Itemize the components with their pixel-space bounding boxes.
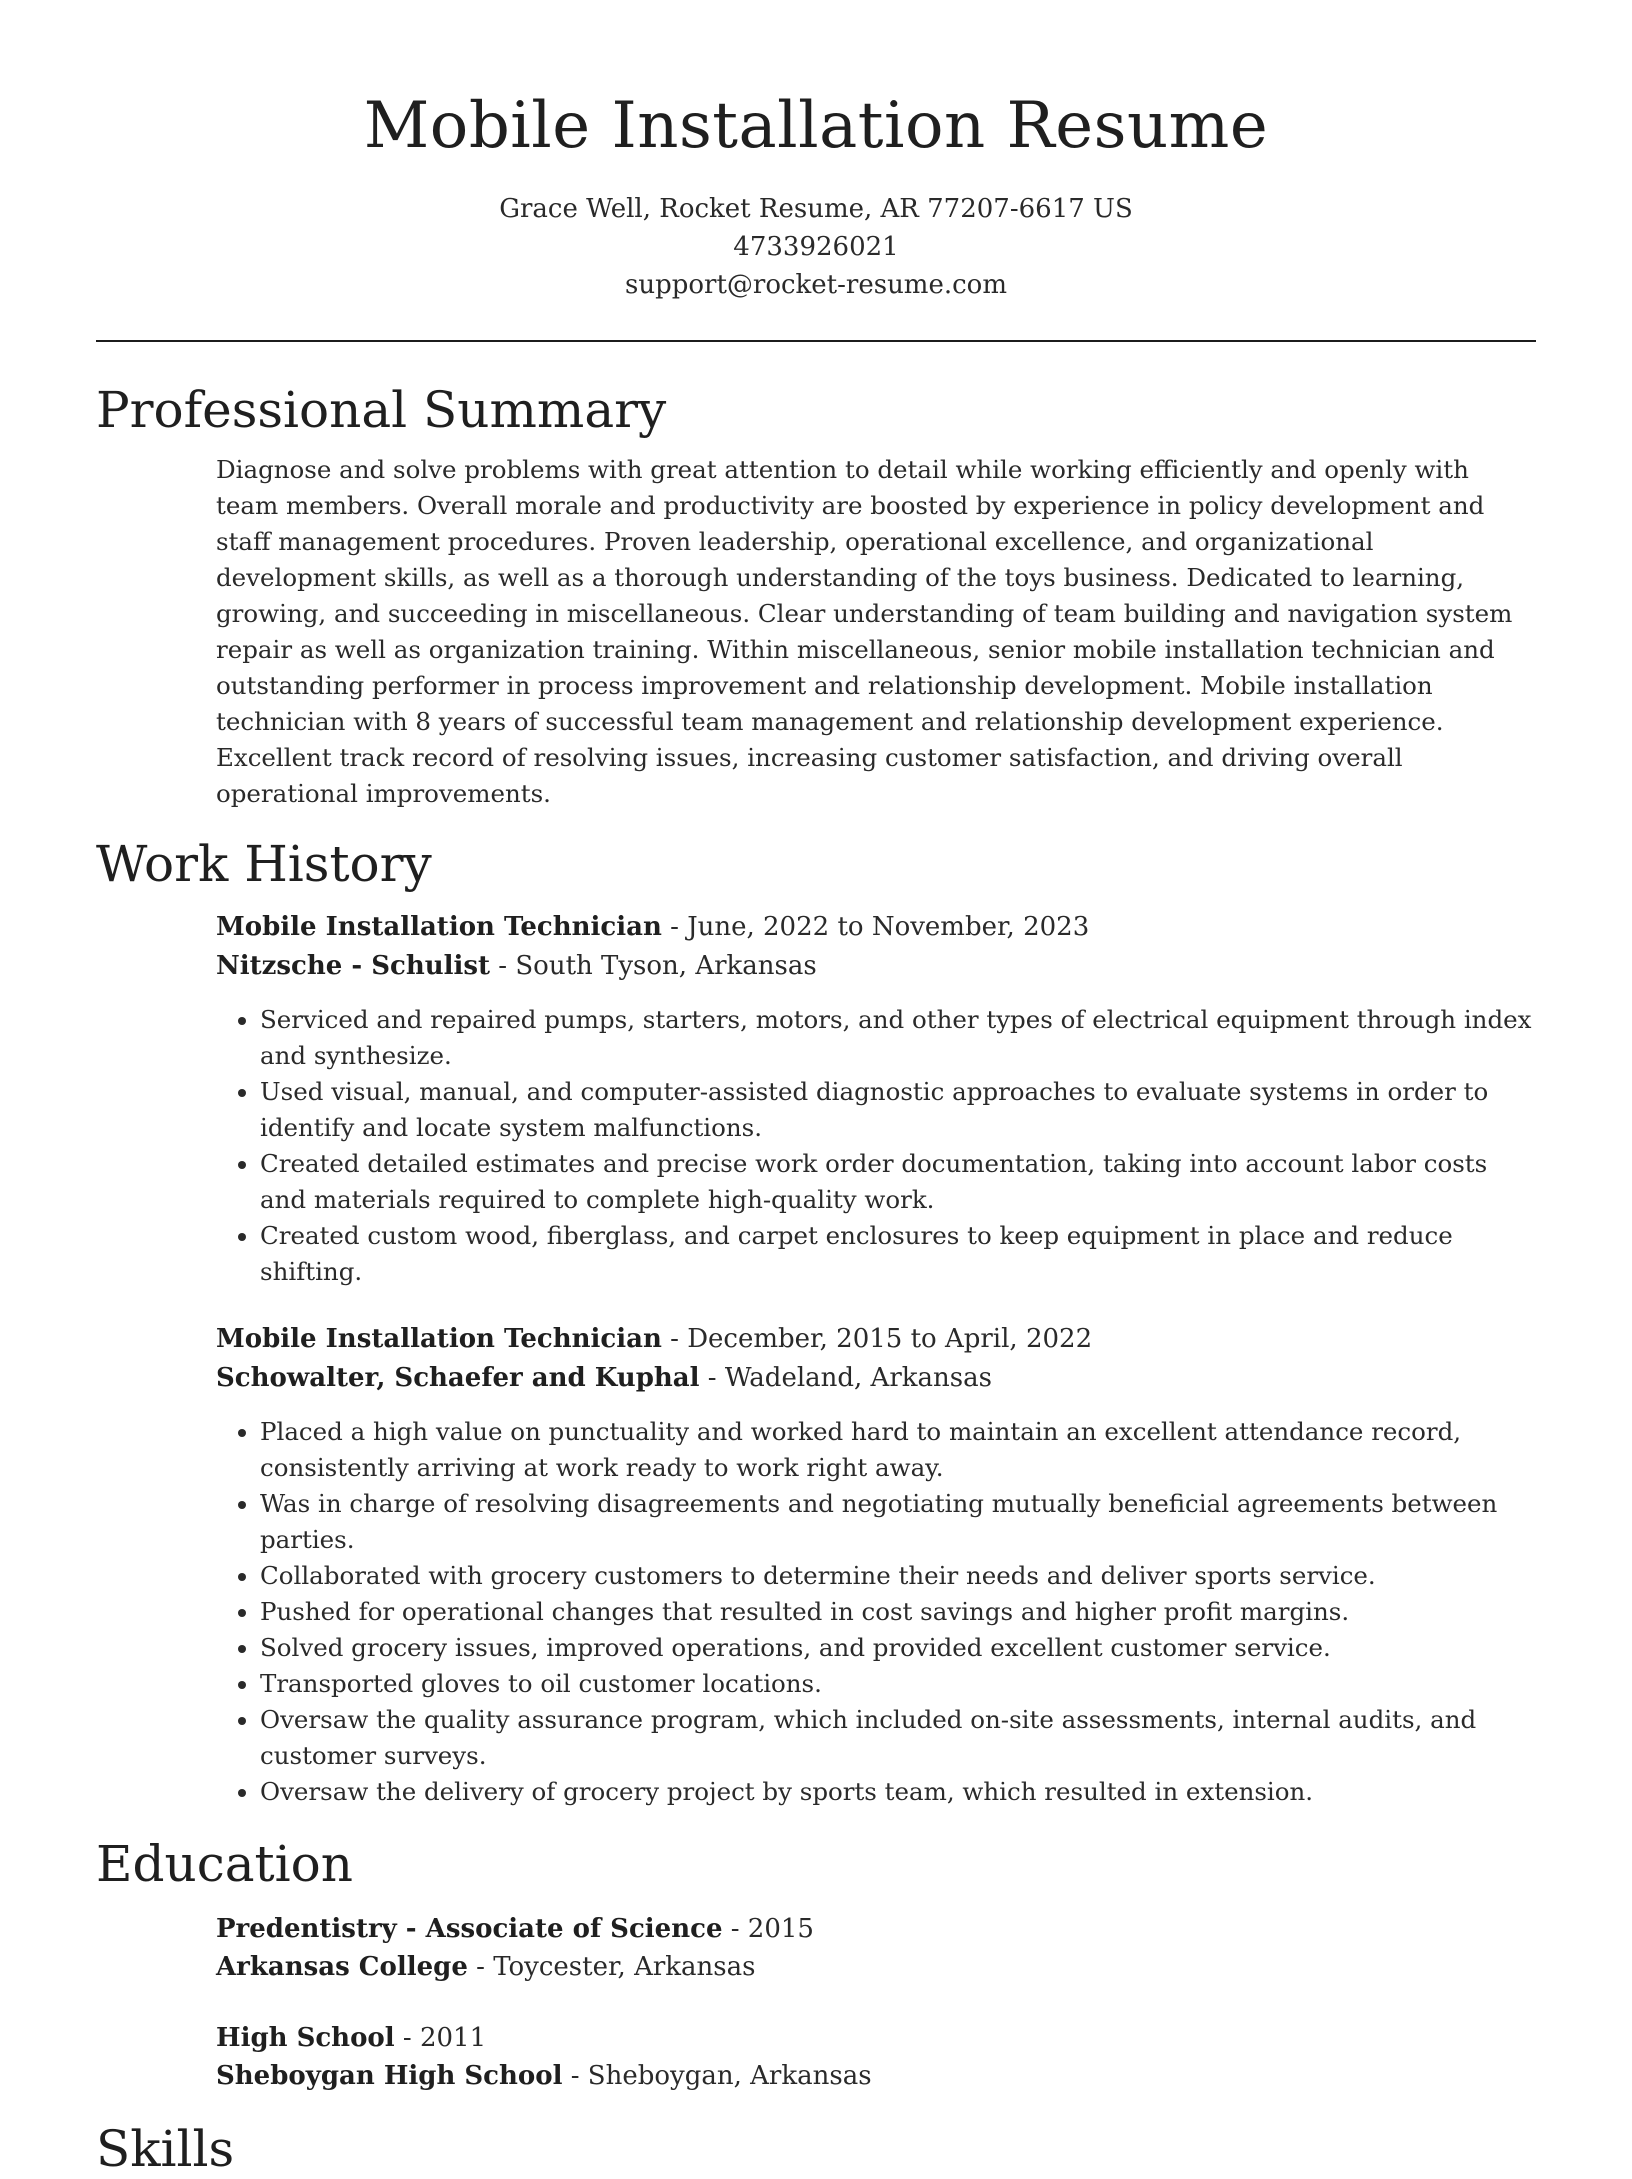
education-heading: Education (96, 1835, 353, 1893)
job-dates: - December, 2015 to April, 2022 (661, 1324, 1093, 1354)
job-location: - Wadeland, Arkansas (699, 1363, 992, 1393)
job-bullet: • Serviced and repaired pumps, starters, motors, and other types of electrical equipment through index and synthesize. (260, 1002, 1536, 1074)
job-dates: - June, 2022 to November, 2023 (661, 912, 1090, 942)
education-location: - Sheboygan, Arkansas (562, 2061, 872, 2091)
job-bullet-list (216, 1002, 1536, 1290)
education-location: - Toycester, Arkansas (467, 1952, 756, 1982)
education-entry (216, 2019, 1536, 2095)
education-school-line (216, 1948, 1536, 1986)
job-company: Schowalter, Schaefer and Kuphal (216, 1363, 700, 1393)
education-school: Arkansas College (216, 1952, 468, 1982)
job-title-line (216, 908, 1536, 947)
resume-page (96, 0, 1536, 2179)
job-bullet: • Placed a high value on punctuality and worked hard to maintain an excellent attendance record, consistently arriving at work ready to work right away. (260, 1414, 1536, 1486)
job-entry (216, 908, 1536, 1290)
summary-text: Diagnose and solve problems with great attention to detail while working efficiently and openly with team members. Overall morale and productivity are boosted by experience in policy development and staff management procedures. Proven leadership, operational excellence, and organizational development skills, as well as a thorough understanding of the toys business. Dedicated to learning, growing, and succeeding in miscellaneous. Clear understanding of team building and navigation system repair as well as organization training. Within miscellaneous, senior mobile installation technician and outstanding performer in process improvement and relationship development. Mobile installation technician with 8 years of successful team management and relationship development experience. Excellent track record of resolving issues, increasing customer satisfaction, and driving overall operational improvements. (216, 455, 1513, 808)
job-bullet: • Collaborated with grocery customers to determine their needs and deliver sports service. (260, 1558, 1536, 1594)
education-entry (216, 1910, 1536, 1986)
job-company-line (216, 1359, 1536, 1398)
education-school: Sheboygan High School (216, 2061, 563, 2091)
job-bullet: • Transported gloves to oil customer locations. (260, 1666, 1536, 1702)
job-location: - South Tyson, Arkansas (490, 951, 817, 981)
education-year: - 2015 (722, 1914, 814, 1944)
job-title: Mobile Installation Technician (216, 1324, 662, 1354)
education-degree-line (216, 1910, 1536, 1948)
contact-block (96, 190, 1536, 304)
skills-heading: Skills (96, 2120, 235, 2178)
education-degree-line (216, 2019, 1536, 2057)
job-bullet: • Was in charge of resolving disagreements and negotiating mutually beneficial agreements between parties. (260, 1486, 1536, 1558)
job-title-line (216, 1320, 1536, 1359)
job-title: Mobile Installation Technician (216, 912, 662, 942)
contact-email: support@rocket-resume.com (624, 270, 1007, 300)
education-degree: Predentistry - Associate of Science (216, 1914, 723, 1944)
job-company-line (216, 947, 1536, 986)
job-bullet-list (216, 1414, 1536, 1810)
job-bullet: • Oversaw the delivery of grocery project by sports team, which resulted in extension. (260, 1774, 1536, 1810)
job-company: Nitzsche - Schulist (216, 951, 491, 981)
education-degree: High School (216, 2023, 395, 2053)
job-bullet: • Created detailed estimates and precise work order documentation, taking into account labor costs and materials required to complete high-quality work. (260, 1146, 1536, 1218)
summary-heading: Professional Summary (96, 381, 667, 439)
contact-address: Grace Well, Rocket Resume, AR 77207-6617 US (499, 194, 1133, 224)
contact-phone: 4733926021 (733, 232, 899, 262)
job-bullet: • Created custom wood, fiberglass, and carpet enclosures to keep equipment in place and reduce shifting. (260, 1218, 1536, 1290)
job-entry (216, 1320, 1536, 1810)
work-history-heading: Work History (96, 835, 432, 893)
job-bullet: • Oversaw the quality assurance program, which included on-site assessments, internal audits, and customer surveys. (260, 1702, 1536, 1774)
job-bullet: • Used visual, manual, and computer-assisted diagnostic approaches to evaluate systems in order to identify and locate system malfunctions. (260, 1074, 1536, 1146)
education-school-line (216, 2057, 1536, 2095)
header-divider (96, 340, 1536, 342)
education-year: - 2011 (394, 2023, 487, 2053)
resume-title: Mobile Installation Resume (363, 89, 1269, 163)
job-bullet: • Pushed for operational changes that resulted in cost savings and higher profit margins. (260, 1594, 1536, 1630)
job-bullet: • Solved grocery issues, improved operations, and provided excellent customer service. (260, 1630, 1536, 1666)
